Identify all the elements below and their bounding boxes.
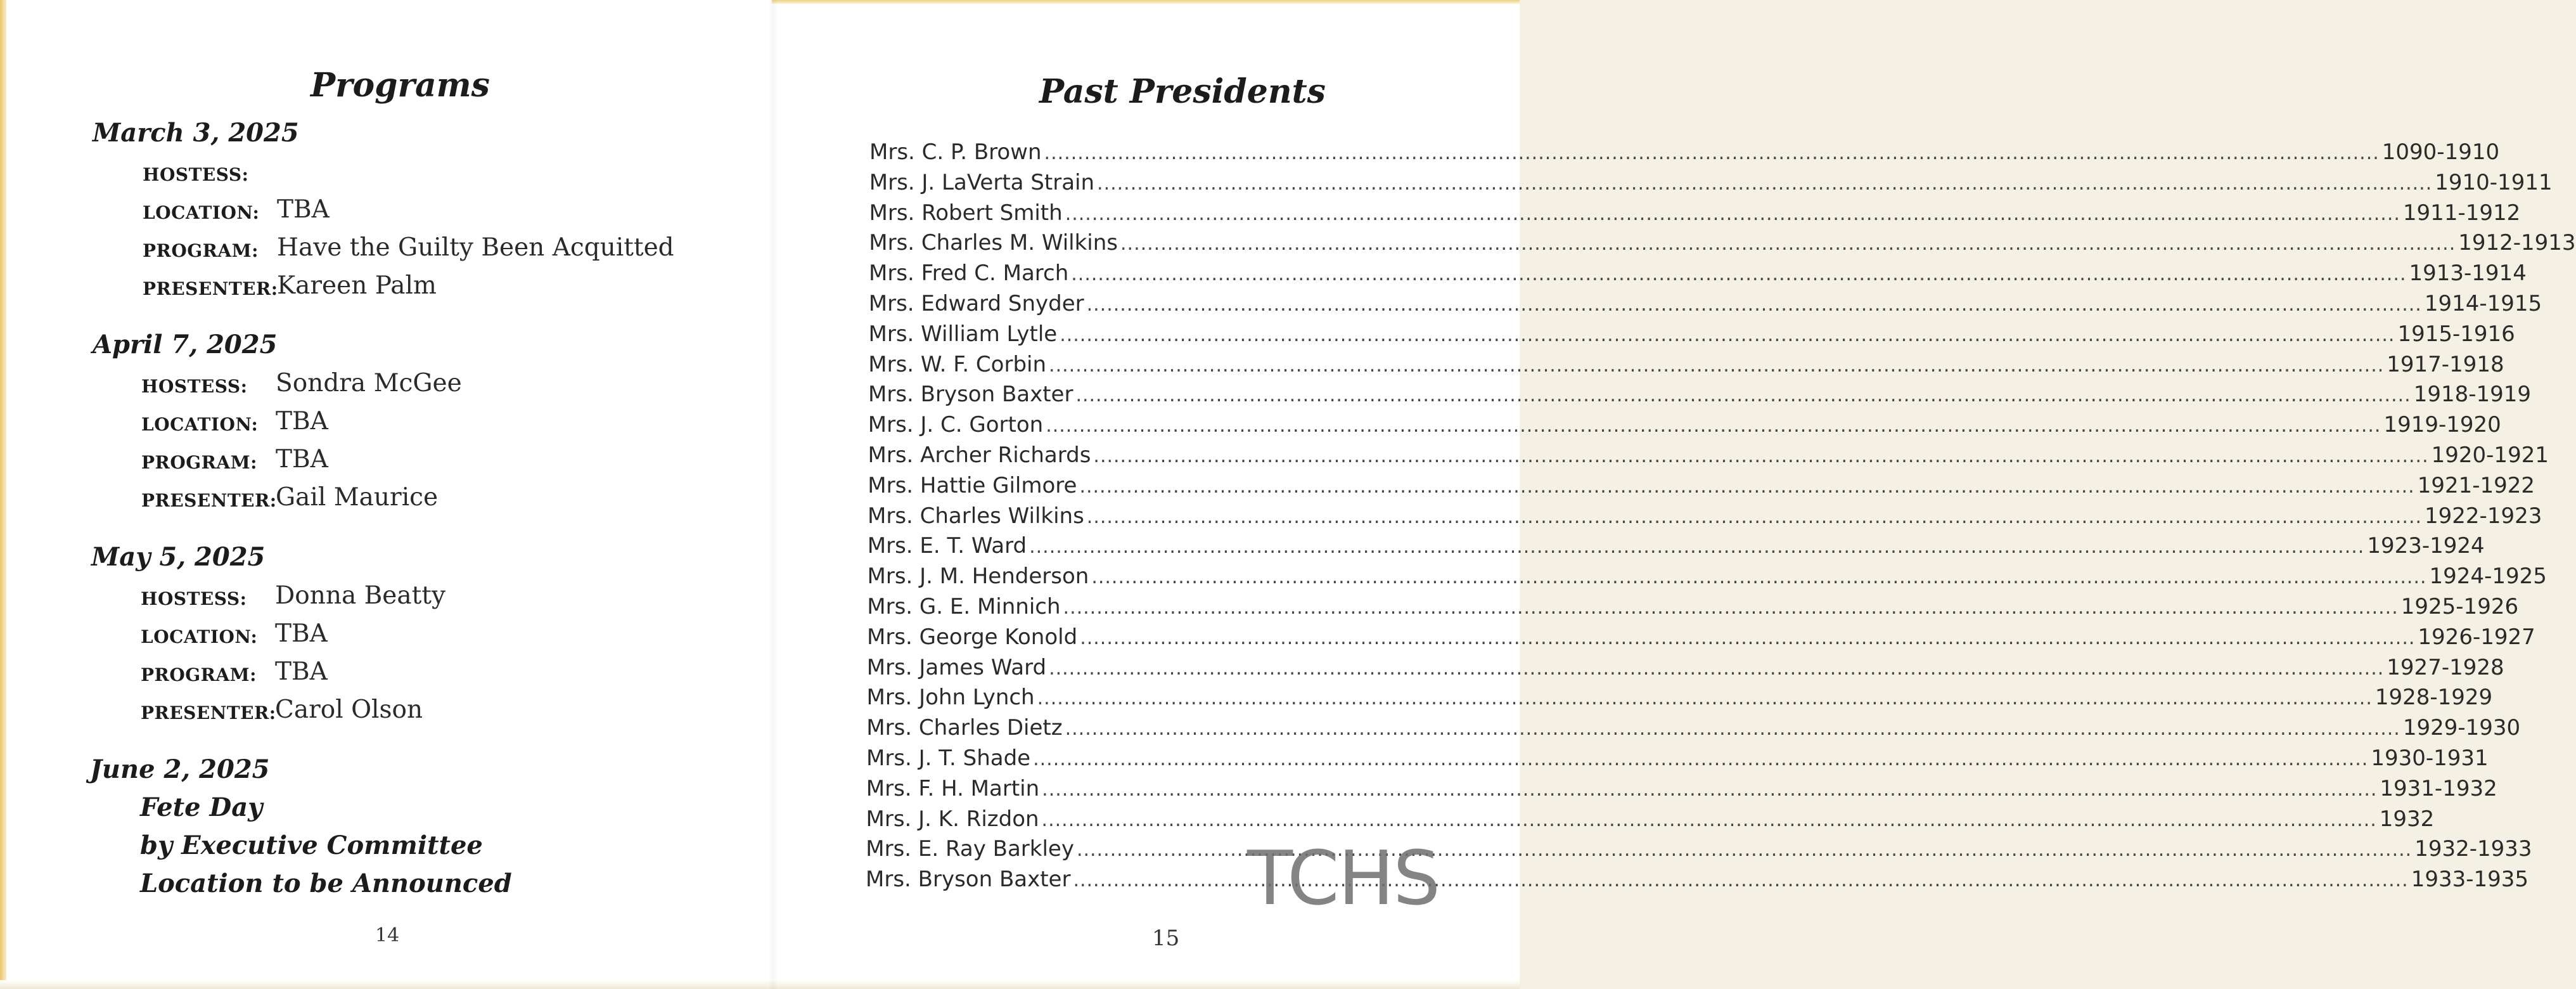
president-row bbox=[867, 594, 2519, 624]
president-name: Mrs. Archer Richards bbox=[868, 443, 1091, 468]
program-label: PROGRAM: bbox=[141, 452, 257, 473]
location-label: LOCATION: bbox=[143, 202, 260, 223]
president-years: 1926-1927 bbox=[2418, 624, 2535, 650]
president-name: Mrs. J. T. Shade bbox=[866, 746, 1031, 771]
hostess-value: Donna Beatty bbox=[275, 581, 446, 610]
president-row bbox=[868, 503, 2542, 534]
dot-leader: ........................................................................................................................................................................................................ bbox=[1065, 718, 2400, 740]
presenter-value: Gail Maurice bbox=[276, 483, 439, 512]
president-row bbox=[866, 806, 2435, 837]
president-row bbox=[869, 139, 2500, 170]
hostess-label: HOSTESS: bbox=[143, 164, 249, 185]
president-years: 1925-1926 bbox=[2400, 594, 2519, 619]
dot-leader: ........................................................................................................................................................................................................ bbox=[1091, 566, 2427, 589]
president-name: Mrs. Charles Wilkins bbox=[868, 503, 1084, 529]
dot-leader: ........................................................................................................................................................................................................ bbox=[1065, 202, 2400, 225]
president-years: 1921-1922 bbox=[2417, 472, 2535, 498]
president-years: 1923-1924 bbox=[2367, 533, 2485, 559]
president-name: Mrs. C. P. Brown bbox=[869, 139, 1042, 165]
president-name: Mrs. Fred C. March bbox=[869, 261, 1069, 287]
president-row bbox=[868, 351, 2504, 382]
dot-leader: ........................................................................................................................................................................................................ bbox=[1033, 748, 2369, 770]
president-row bbox=[866, 654, 2504, 685]
president-years: 1912-1913 bbox=[2458, 230, 2576, 256]
dot-leader: ........................................................................................................................................................................................................ bbox=[1041, 808, 2377, 831]
president-row bbox=[866, 746, 2489, 776]
presenter-value: Kareen Palm bbox=[277, 271, 437, 300]
president-row bbox=[867, 533, 2485, 564]
watermark: TCHS bbox=[1247, 834, 1440, 922]
president-name: Mrs. J. K. Rizdon bbox=[866, 806, 1039, 832]
president-name: Mrs. Charles M. Wilkins bbox=[869, 230, 1118, 256]
president-years: 1090-1910 bbox=[2381, 139, 2500, 165]
president-years: 1928-1929 bbox=[2374, 685, 2493, 711]
president-row bbox=[866, 715, 2521, 746]
president-name: Mrs. Robert Smith bbox=[869, 200, 1063, 226]
president-row bbox=[868, 321, 2515, 352]
president-years: 1915-1916 bbox=[2397, 321, 2515, 347]
dot-leader: ........................................................................................................................................................................................................ bbox=[1076, 839, 2413, 862]
president-years: 1910-1911 bbox=[2435, 169, 2553, 195]
president-row bbox=[868, 412, 2501, 443]
president-years: 1932 bbox=[2379, 806, 2435, 832]
president-row bbox=[869, 200, 2521, 231]
president-row bbox=[867, 624, 2535, 655]
location-value: TBA bbox=[275, 619, 328, 648]
president-years: 1930-1931 bbox=[2371, 746, 2489, 771]
program-date: June 2, 2025 bbox=[90, 754, 270, 784]
president-years: 1933-1935 bbox=[2411, 867, 2529, 893]
president-name: Mrs. George Konold bbox=[867, 624, 1078, 650]
president-years: 1919-1920 bbox=[2383, 412, 2501, 438]
president-name: Mrs. Edward Snyder bbox=[868, 291, 1084, 316]
program-label: PROGRAM: bbox=[141, 664, 257, 685]
president-name: Mrs. E. T. Ward bbox=[867, 533, 1027, 559]
president-row bbox=[868, 443, 2549, 473]
dot-leader: ........................................................................................................................................................................................................ bbox=[1044, 142, 2380, 164]
president-row bbox=[869, 261, 2527, 291]
president-name: Mrs. J. LaVerta Strain bbox=[869, 169, 1095, 195]
dot-leader: ........................................................................................................................................................................................................ bbox=[1086, 505, 2423, 528]
president-years: 1917-1918 bbox=[2387, 351, 2504, 377]
president-years: 1920-1921 bbox=[2431, 443, 2549, 468]
location-value: TBA bbox=[276, 407, 328, 436]
president-years: 1927-1928 bbox=[2387, 654, 2504, 680]
president-name: Mrs. J. M. Henderson bbox=[867, 564, 1089, 590]
president-years: 1931-1932 bbox=[2380, 775, 2497, 801]
dot-leader: ........................................................................................................................................................................................................ bbox=[1086, 294, 2422, 316]
president-row bbox=[869, 230, 2576, 261]
president-row bbox=[869, 169, 2553, 200]
president-years: 1918-1919 bbox=[2413, 382, 2532, 408]
president-years: 1914-1915 bbox=[2424, 291, 2542, 316]
programs-title: Programs bbox=[311, 66, 490, 105]
program-label: PROGRAM: bbox=[143, 240, 259, 261]
dot-leader: ........................................................................................................................................................................................................ bbox=[1049, 354, 2385, 377]
page-number-left: 14 bbox=[375, 924, 400, 947]
dot-leader: ........................................................................................................................................................................................................ bbox=[1120, 233, 2456, 255]
president-years: 1924-1925 bbox=[2429, 564, 2547, 590]
location-label: LOCATION: bbox=[141, 626, 258, 647]
president-name: Mrs. E. Ray Barkley bbox=[866, 836, 1074, 862]
dot-leader: ........................................................................................................................................................................................................ bbox=[1042, 778, 2378, 801]
president-name: Mrs. William Lytle bbox=[868, 321, 1058, 347]
president-name: Mrs. Bryson Baxter bbox=[866, 867, 1071, 893]
dot-leader: ........................................................................................................................................................................................................ bbox=[1049, 657, 2385, 680]
president-row bbox=[868, 382, 2532, 412]
president-row bbox=[868, 472, 2535, 503]
dot-leader: ........................................................................................................................................................................................................ bbox=[1029, 536, 2365, 559]
left-page bbox=[0, 0, 773, 989]
presenter-value: Carol Olson bbox=[275, 695, 423, 724]
president-name: Mrs. G. E. Minnich bbox=[867, 594, 1061, 619]
dot-leader: ........................................................................................................................................................................................................ bbox=[1060, 323, 2395, 346]
past-presidents-title: Past Presidents bbox=[1039, 72, 1326, 111]
president-name: Mrs. J. C. Gorton bbox=[868, 412, 1044, 438]
president-years: 1911-1912 bbox=[2402, 200, 2521, 226]
president-name: Mrs. Hattie Gilmore bbox=[868, 472, 1077, 498]
hostess-label: HOSTESS: bbox=[141, 376, 248, 397]
dot-leader: ........................................................................................................................................................................................................ bbox=[1037, 687, 2373, 710]
dot-leader: ........................................................................................................................................................................................................ bbox=[1046, 415, 2381, 437]
president-years: 1913-1914 bbox=[2409, 261, 2527, 287]
president-years: 1922-1923 bbox=[2425, 503, 2542, 529]
presenter-label: PRESENTER: bbox=[141, 490, 277, 511]
dot-leader: ........................................................................................................................................................................................................ bbox=[1073, 869, 2409, 892]
president-row bbox=[868, 291, 2542, 321]
president-row bbox=[866, 685, 2493, 715]
program-date: May 5, 2025 bbox=[91, 542, 266, 572]
program-date: April 7, 2025 bbox=[93, 330, 278, 359]
location-value: TBA bbox=[277, 195, 330, 224]
committee-line: by Executive Committee bbox=[140, 831, 483, 860]
president-row bbox=[867, 564, 2547, 594]
dot-leader: ........................................................................................................................................................................................................ bbox=[1079, 475, 2415, 498]
dot-leader: ........................................................................................................................................................................................................ bbox=[1071, 263, 2407, 286]
president-years: 1929-1930 bbox=[2402, 715, 2521, 741]
dot-leader: ........................................................................................................................................................................................................ bbox=[1093, 445, 2429, 467]
page-number-right: 15 bbox=[1152, 926, 1180, 951]
program-date: March 3, 2025 bbox=[93, 118, 299, 148]
program-value: Have the Guilty Been Acquitted bbox=[277, 233, 674, 262]
presenter-label: PRESENTER: bbox=[143, 278, 278, 299]
dot-leader: ........................................................................................................................................................................................................ bbox=[1075, 384, 2411, 407]
location-line: Location to be Announced bbox=[140, 869, 512, 898]
dot-leader: ........................................................................................................................................................................................................ bbox=[1063, 597, 2399, 619]
president-name: Mrs. Bryson Baxter bbox=[868, 382, 1073, 408]
president-name: Mrs. Charles Dietz bbox=[866, 715, 1063, 741]
program-value: TBA bbox=[276, 445, 328, 474]
president-name: Mrs. James Ward bbox=[866, 654, 1047, 680]
president-years: 1932-1933 bbox=[2414, 836, 2532, 862]
president-name: Mrs. John Lynch bbox=[866, 685, 1035, 711]
president-row bbox=[866, 775, 2497, 806]
location-label: LOCATION: bbox=[141, 414, 259, 435]
hostess-label: HOSTESS: bbox=[141, 588, 247, 609]
dot-leader: ........................................................................................................................................................................................................ bbox=[1097, 172, 2433, 195]
president-name: Mrs. F. H. Martin bbox=[866, 775, 1040, 801]
presenter-label: PRESENTER: bbox=[141, 702, 276, 723]
president-name: Mrs. W. F. Corbin bbox=[868, 351, 1047, 377]
hostess-value: Sondra McGee bbox=[276, 369, 462, 398]
fete-day-line: Fete Day bbox=[140, 792, 263, 822]
program-value: TBA bbox=[275, 657, 328, 686]
dot-leader: ........................................................................................................................................................................................................ bbox=[1080, 626, 2416, 649]
